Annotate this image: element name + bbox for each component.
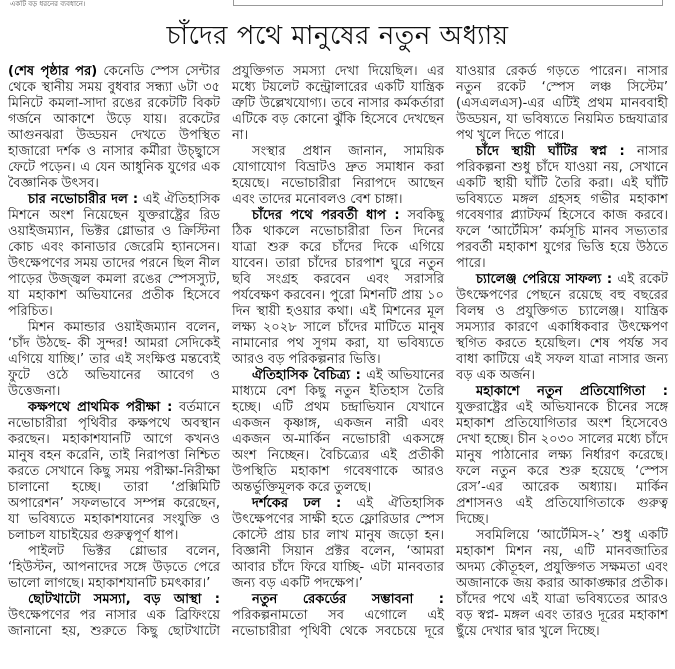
previous-article-text: একটি বড় ধরনের ব্যবধানে। (10, 0, 86, 8)
paragraph-text: মিশন কমান্ডার ওয়াইজম্যান বলেন, ‘চাঁদ উঠছে- কী সুন্দর! আমরা সেদিকেই এগিয়ে যাচ্ছি।’ তার এই সংক্ষিপ্ত মন্তব্যেই ফুটে ওঠে অভিযানের আবেগ ও উত্তেজনা। (8, 320, 220, 399)
paragraph-subheading: চ্যালেঞ্জ পেরিয়ে সাফল্য : (476, 272, 613, 287)
article-paragraph (8, 192, 220, 320)
paragraph-text: এই রকেট উৎক্ষেপণের পেছনে রয়েছে বহু বছরের বিলম্ব ও প্রযুক্তিগত চ্যালেঞ্জ। যান্ত্রিক সমস্যার কারণে একাধিকবার উৎক্ষেপণ স্থগিত করতে হয়েছিল। শেষ পর্যন্ত সব বাধা কাটিয়ে এই সফল যাত্রা নাসার জন্য বড় এক অর্জন। (456, 272, 669, 383)
paragraph-text: সবকিছু ঠিক থাকলে নভোচারীরা তিন দিনের যাত্রা শুরু করে চাঁদের দিকে এগিয়ে যাবেন। তারা চাঁদের চারপাশ ঘুরে নতুন ছবি সংগ্রহ করবেন এবং সরাসরি পর্যবেক্ষণ করবেন। পুরো মিশনটি প্রায় ১০ দিন স্থায়ী হওয়ার কথা। এই মিশনের মূল লক্ষ্য ২০২৮ সালে চাঁদের মাটিতে মানুষ নামানোর পথ সুগম করা, যা ভবিষ্যতে আরও বড় পরিকল্পনার ভিত্তি। (232, 208, 444, 367)
paragraph-subheading: কক্ষপথে প্রাথমিক পরীক্ষা : (28, 400, 173, 415)
article-paragraph (232, 144, 444, 208)
paragraph-text: এই ঐতিহাসিক মিশনে অংশ নিয়েছেন যুক্তরাষ্ট্রের রিড ওয়াইজম্যান, ভিক্টর গ্লোভার ও ক্রিস্টিনা কোচ এবং কানাডার জেরেমি হ্যানসেন। উৎক্ষেপণের সময় তাদের পরনে ছিল নীল পাড়ের উজ্জ্বল কমলা রঙের স্পেসস্যুট, যা মহাকাশ অভিযানের প্রতীক হিসেবে পরিচিত। (8, 192, 220, 319)
paragraph-text: কেনেডি স্পেস সেন্টার থেকে স্থানীয় সময় বুধবার সন্ধ্যা ৬টা ৩৫ মিনিটে কমলা-সাদা রঙের রকেটটি বিকট গর্জনে আকাশে উড়ে যায়। রকেটের আগুনঝরা উড্ডয়ন দেখতে উপস্থিত হাজারো দর্শক ও নাসার কর্মীরা উচ্ছ্বাসে ফেটে পড়েন। এ যেন আধুনিক যুগের এক বৈজ্ঞানিক উৎসব। (8, 64, 221, 191)
paragraph-text: পরিকল্পনামতো সব এগোলে এই নভোচারীরা পৃথিবী থেকে সবচেয়ে দূরে যাওয়ার রেকর্ড গড়তে পারেন। নাসার নতুন রকেট ‘স্পেস লঞ্চ সিস্টেম’ (এসএলএস)-এর এটিই প্রথম মানববাহী উড্ডয়ন, যা ভবিষ্যতে নিয়মিত চন্দ্রযাত্রার পথ খুলে দিতে পারে। (232, 64, 668, 639)
article-paragraph (8, 64, 220, 192)
paragraph-text: উৎক্ষেপণের পর নাসার এক ব্রিফিংয়ে জানানো হয়, শুরুতে কিছু ছোটখাটো প্রযুক্তিগত সমস্যা দেখা দিয়েছিল। এর মধ্যে টয়লেট কন্ট্রোলারের একটি যান্ত্রিক ত্রুটি উল্লেখযোগ্য। তবে নাসার কর্মকর্তারা এটিকে বড় কোনো ঝুঁকি হিসেবে দেখছেন না। (8, 64, 444, 639)
paragraph-subheading: চাঁদের পথে পরবর্তী ধাপ : (252, 208, 400, 223)
article-paragraph (232, 368, 444, 496)
paragraph-text: যুক্তরাষ্ট্রের এই অভিযানকে চীনের সঙ্গে মহাকাশ প্রতিযোগিতার অংশ হিসেবেও দেখা হচ্ছে। চীন ২০৩০ সালের মধ্যে চাঁদে মানুষ পাঠানোর লক্ষ্য নির্ধারণ করেছে। ফলে নতুন করে শুরু হয়েছে ‘স্পেস রেস’-এর আরেক অধ্যায়। মার্কিন প্রশাসনও এই প্রতিযোগিতাকে গুরুত্ব দিচ্ছে। (456, 400, 668, 527)
previous-article-strip (0, 0, 675, 10)
article-paragraph (456, 272, 668, 384)
article-paragraph (8, 544, 220, 592)
paragraph-subheading: চাঁদে স্থায়ী ঘাঁটির স্বপ্ন : (476, 144, 625, 159)
article-headline: চাঁদের পথে মানুষের নতুন অধ্যায় (166, 21, 509, 51)
paragraph-text: বর্তমানে নভোচারীরা পৃথিবীর কক্ষপথে অবস্থান করছেন। মহাকাশযানটি আগে কখনও মানুষ বহন করেনি, তাই নিরাপত্তা নিশ্চিত করতে সেখানে কিছু সময় পরীক্ষা-নিরীক্ষা চালানো হচ্ছে। তারা ‘প্রক্সিমিটি অপারেশন’ সফলভাবে সম্পন্ন করেছেন, যা ভবিষ্যতে মহাকাশযানের সংযুক্তি ও চলাচল যাচাইয়ের গুরুত্বপূর্ণ ধাপ। (8, 400, 220, 543)
paragraph-subheading: নতুন রেকর্ডের সম্ভাবনা : (252, 592, 444, 607)
paragraph-text: পাইলট ভিক্টর গ্লোভার বলেন, ‘হিউস্টন, আপনাদের সঙ্গে উড়তে পেরে ভালো লাগছে। মহাকাশযানটি চমৎকার।’ (8, 544, 220, 591)
article-paragraph (8, 400, 220, 544)
article-paragraph (456, 144, 668, 272)
article-paragraph (8, 320, 220, 400)
paragraph-subheading: চার নভোচারীর দল : (28, 192, 139, 207)
paragraph-text: সবমিলিয়ে ‘আর্টেমিস-২’ শুধু একটি মহাকাশ মিশন নয়, এটি মানবজাতির অদম্য কৌতূহল, প্রযুক্তিগত সক্ষমতা এবং অজানাকে জয় করার আকাঙ্ক্ষার প্রতীক। চাঁদের পথে এই যাত্রা ভবিষ্যতের আরও বড় স্বপ্ন- মঙ্গল এবং তারও দূরের মহাকাশ ছুঁয়ে দেখার দ্বার খুলে দিচ্ছে। (456, 528, 668, 639)
paragraph-subheading: ছোটখাটো সমস্যা, বড় আস্থা : (28, 592, 220, 607)
article-paragraph (456, 528, 668, 640)
paragraph-subheading: দর্শকের ঢল : (252, 496, 342, 511)
paragraph-subheading: (শেষ পৃষ্ঠার পর) (8, 64, 98, 79)
article-paragraph (232, 208, 444, 368)
paragraph-subheading: মহাকাশে নতুন প্রতিযোগিতা : (476, 384, 668, 399)
article-body (8, 64, 668, 640)
paragraph-text: সংস্থার প্রধান জানান, সাময়িক যোগাযোগ বিভ্রাটও দ্রুত সমাধান করা হয়েছে। নভোচারীরা নিরাপদে আছেন এবং তাদের মনোবলও বেশ চাঙ্গা। (232, 144, 444, 207)
paragraph-text: নাসার পরিকল্পনা শুধু চাঁদে যাওয়া নয়, সেখানে একটি স্থায়ী ঘাঁটি তৈরি করা। এই ঘাঁটি ভবিষ্যতে মঙ্গল গ্রহসহ গভীর মহাকাশ গবেষণার প্ল্যাটফর্ম হিসেবে কাজ করবে। ফলে ‘আর্টেমিস’ কর্মসূচি মানব সভ্যতার পরবর্তী মহাকাশ যুগের ভিত্তি হয়ে উঠতে পারে। (456, 144, 668, 271)
paragraph-subheading: ঐতিহাসিক বৈচিত্র্য : (252, 368, 361, 383)
article-paragraph (232, 496, 444, 592)
paragraph-text: এই অভিযানের মাধ্যমে বেশ কিছু নতুন ইতিহাস তৈরি হচ্ছে। এটি প্রথম চন্দ্রাভিযান যেখানে একজন কৃষ্ণাঙ্গ, একজন নারী এবং একজন অ-মার্কিন নভোচারী একসঙ্গে অংশ নিচ্ছেন। বৈচিত্র্যের এই প্রতীকী উপস্থিতি মহাকাশ গবেষণাকে আরও অন্তর্ভুক্তিমূলক করে তুলছে। (232, 368, 444, 495)
article-paragraph (456, 384, 668, 528)
adjacent-box-border (233, 0, 663, 6)
paragraph-text: এই ঐতিহাসিক উৎক্ষেপণের সাক্ষী হতে ফ্লোরিডার স্পেস কোস্টে প্রায় চার লাখ মানুষ জড়ো হন। বিজ্ঞানী সিয়ান প্রক্টর বলেন, ‘আমরা আবার চাঁদে ফিরে যাচ্ছি- এটা মানবতার জন্য বড় একটি পদক্ষেপ।’ (232, 496, 444, 591)
